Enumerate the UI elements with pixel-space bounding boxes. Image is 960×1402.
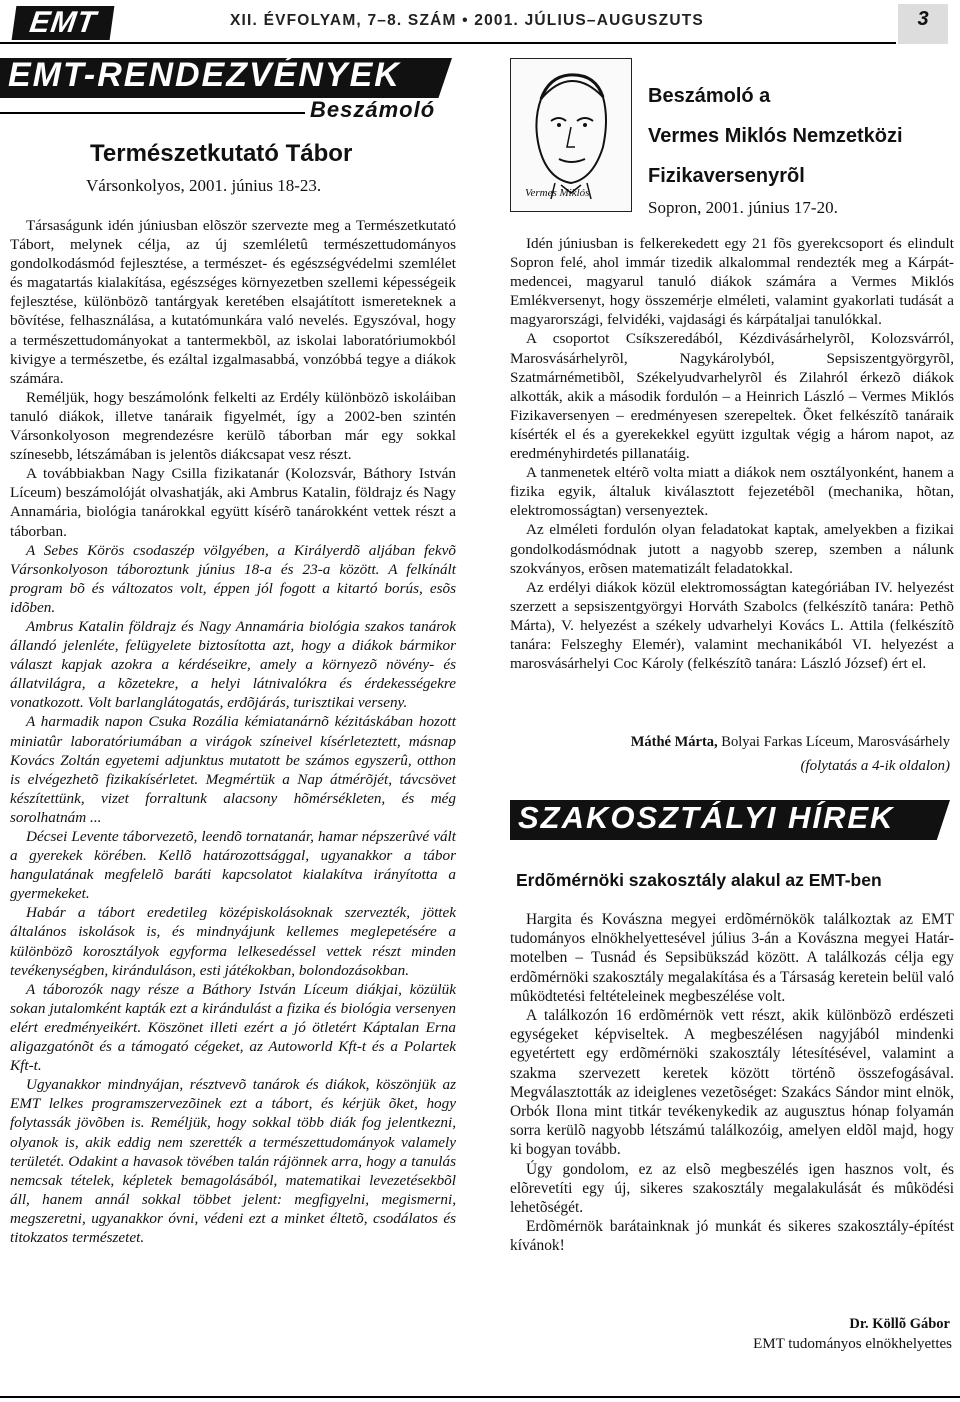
second-article-body: [510, 910, 954, 1256]
paragraph: A tanmenetek eltérõ volta miatt a diákok nem osztályonként, hanem a fizika egyik, általuk kiválasztott fejezetébõl (mechanika, hõtan, elektromosságtan) versenyeztek.: [510, 464, 954, 520]
second-article-title: Erdõmérnöki szakosztály alakul az EMT-ben: [516, 870, 882, 890]
article-body: [10, 216, 456, 1247]
footer-rule: [0, 1396, 960, 1398]
paragraph: Az elméleti fordulón olyan feladatokat kaptak, amelyekben a fizikai gondolkodásmódnak jutott a nagyobb szerep, szemben a nálunk szokványos, erõsen matematizált feladatokkal.: [510, 521, 954, 577]
paragraph: Ambrus Katalin földrajz és Nagy Annamária biológia szakos tanárok állandó jelenléte, felügyelete biztosította azt, hogy a diákok bármikor választ kapjak azokra a kérdéseikre, amely a környezõ növény- és állatvilágra, a kõzetekre, a helyi látnivalókra és érdekességekre vonatkozott. Volt barlanglátogatás, erdõjárás, turisztikai verseny.: [10, 617, 456, 712]
section-banner-2-text: SZAKOSZTÁLYI HÍREK: [518, 800, 895, 835]
paragraph: Reméljük, hogy beszámolónk felkelti az Erdély különbözõ iskoláiban tanuló diákok, illetve tanáraik figyelmét, így a 2002-ben szintén Vársonkolyoson megrendezésre kerülõ táborban már egy sokkal színesebb, létszámában is jelentõs diákcsapat vesz részt.: [10, 388, 456, 464]
issue-line: XII. ÉVFOLYAM, 7–8. SZÁM • 2001. JÚLIUS–AUGUSZUTS: [230, 12, 704, 29]
kicker: Beszámoló: [310, 97, 436, 122]
author-affiliation: Bolyai Farkas Líceum, Marosvásárhely: [717, 734, 950, 750]
title-line: Beszámoló a: [648, 85, 771, 107]
header-rule: [0, 42, 896, 44]
paragraph: Úgy gondolom, ez az elsõ megbeszélés igen hasznos volt, és elõrevetíti egy új, sikeres szakosztály megalakulását és mûködési lehetõségét.: [510, 1160, 954, 1217]
paragraph: Habár a tábort eredetileg középiskolásoknak szervezték, jöttek általános iskolások is, és mindnyájunk kellemes meglepetésére a különbözõ korosztályok egyforma lelkesedéssel vettek részt minden tevékenységben, kiránduláson, esti játékokban, bolondozásokban.: [10, 904, 456, 979]
continued-note: (folytatás a 4-ik oldalon): [800, 758, 950, 774]
portrait-drawing: [510, 58, 632, 212]
paragraph: Hargita és Kovászna megyei erdõmérnökök találkoztak az EMT tudományos elnökhelyettesével július 3-án a Kovászna megyei Határ-motelben – Tusnád és Sepsibükszád között. A találkozás célja egy erdõmérnöki szakosztály megalakítása és a Társaság keretein belül való mûködtetési feltételeinek megbeszélése volt.: [510, 911, 954, 1005]
paragraph: A Sebes Körös csodaszép völgyében, a Királyerdõ aljában fekvõ Vársonkolyoson táboroztunk június 18-a és 23-a között. A felkínált program bõ és változatos volt, éppen jól fogott a kitartó borús, esõs idõben.: [10, 541, 456, 616]
paragraph: A csoportot Csíkszeredából, Kézdivásárhelyrõl, Kolozsvárról, Marosvásárhelyrõl, Nagykárolyból, Sepsiszentgyörgyrõl, Szatmárnémetibõl, Székelyudvarhelyrõl és Zilahról érkezõ diákok alkották, akik a második fordulón – a Heinrich László – Vermes Miklós Fizikaversenyen – eredményesen szerepeltek. Õket felkészítõ tanáraik kísérték el és a gyerekekkel együtt izgultak végig a három napot, az eredményhirdetés pillanatáig.: [510, 330, 954, 463]
second-author-name: Dr. Köllõ Gábor: [849, 1316, 950, 1332]
paragraph: A harmadik napon Csuka Rozália kémiatanárnõ kézitáskában hozott miniatûr laboratóriumában a virágok színeivel kísérleteztett, másnap Kovács Zoltán egyetemi adjunktus mutatott be számos egyszerû, otthon is elvégezhetõ fizikakísérletet. Megmértük a Nap átmérõjét, távcsövet készítettünk, vizet forraltunk alacsony hõmérsékleten, és még sorolhatnám ...: [10, 713, 456, 826]
section-banner-text: EMT-RENDEZVÉNYEK: [8, 56, 401, 94]
right-article-body: [510, 234, 954, 673]
paragraph: A továbbiakban Nagy Csilla fizikatanár (Kolozsvár, Báthory István Líceum) beszámolóját olvashatják, aki Ambrus Katalin, földrajz és Nagy Annamária, biológia tanárokkal együtt kísérõ tanárokként vettek részt a táborban.: [10, 465, 456, 540]
author-signature: [510, 734, 950, 751]
paragraph: Décsei Levente táborvezetõ, leendõ tornatanár, hamar népszerûvé vált a gyerekek körében. Kellõ határozottsággal, ugyanakkor a tábor hangulatának megfelelõ baráti kapcsolatot kialakítva irányította a gyermekeket.: [10, 828, 456, 903]
title-line: Fizikaversenyrõl: [648, 165, 805, 187]
paragraph: Erdõmérnök barátainknak jó munkát és sikeres szakosztály-építést kívánok!: [510, 1218, 954, 1255]
page-number: 3: [917, 8, 929, 30]
author-name: Máthé Márta,: [630, 734, 718, 750]
portrait-signature: Vermes Miklós: [525, 187, 590, 199]
paragraph: Társaságunk idén júniusban elõször szervezte meg a Természetkutató Tábort, melynek célja, az új szemléletû természettudományos gondolkodásmód fejlesztése, a természet- és egészségvédelmi szemlélet és magatartás kialakítása, egészséges környezetben szellemi képességeik fejlesztése, különbözõ tantárgyak keretében elsajátított ismereteknek a bõvítése, felhasználása, a kutatómunkára való nevelés. Egyszóval, hogy a természettudományokat a tantermekbõl, az iskolai laboratóriumokból kivigye a természetbe, és ezáltal izgalmasabbá, vonzóbbá tegye a diákok számára.: [10, 217, 456, 387]
article-title: Természetkutató Tábor: [90, 140, 353, 167]
paragraph: A találkozón 16 erdõmérnök vett részt, akik különbözõ erdészeti egységeket képviseltek. A megbeszélésen nagyjából mindenki egyetértett egy erdõmérnöki szakosztály létesítésével, valamint a szakma szervezett keretek között történõ összefogásával. Megválasztották az ideiglenes vezetõséget: Szakács Sándor mint elnök, Orbók Ilona mint titkár tevékenykedik az augusztus hónap folyamán sorra kerülõ nagyobb létszámú találkozóig, amelyen eldõl majd, hogy ki bogyan tovább.: [510, 1007, 954, 1159]
title-line: Vermes Miklós Nemzetközi: [648, 125, 903, 147]
article-subtitle: Vársonkolyos, 2001. június 18-23.: [86, 176, 322, 195]
right-article-subtitle: Sopron, 2001. június 17-20.: [648, 198, 838, 217]
paragraph: Idén júniusban is felkerekedett egy 21 fõs gyerekcsoport és elindult Sopron felé, ahol immár tizedik alkalommal rendezték meg a Kárpát-medencei, magyarul tanuló diákok számára a Vermes Miklós Emlékversenyt, hogy összemérje elméleti, valamint gyakorlati tudását a magyarországi, felvidéki, vajdasági és kárpátaljai tanulókkal.: [510, 235, 954, 329]
emt-logo: EMT: [12, 6, 115, 40]
paragraph: A táborozók nagy része a Báthory István Líceum diákjai, közülük sokan jutalomként kapták ezt a kirándulást a fizika és biológia versenyen elért eredményeikért. Köszönet illeti ezért a jó ötletért Káptalan Erna aligazgatónõt és a támogató cégeket, az Autoworld Kft-t és a Polartek Kft-t.: [10, 980, 456, 1075]
kicker-rule: [0, 112, 305, 114]
paragraph: Ugyanakkor mindnyájan, résztvevõ tanárok és diákok, köszönjük az EMT lelkes programszervezõinek ezt a tábort, és kérjük õket, hogy folytassák jövõben is. Reméljük, hogy sokkal több diák fog jelentkezni, olyanok is, akik eddig nem szerették a természettudományok valamely területét. Odakint a havasok tövében talán rájönnek arra, hogy a tanulás nemcsak tételek, képletek bemagolásából, matematikai levezetésekbõl áll, hanem annál sokkal többet jelent: megfigyelni, megismerni, megszeretni, ugyanakkor óvni, védeni ezt a minket éltetõ, csodálatos és titokzatos természetet.: [10, 1076, 456, 1246]
second-author-role: EMT tudományos elnökhelyettes: [753, 1336, 952, 1352]
paragraph: Az erdélyi diákok közül elektromosságtan kategóriában IV. helyezést szerzett a sepsiszentgyörgyi Horváth Szabolcs (felkészítõ tanára: Pethõ Márta), V. helyezést a székely udvarhelyi Kovács L. Attila (felkészítõ tanára: Felszeghy Elemér), valamint mechanikából VI. helyezést a marosvásárhelyi Coc Károly (felkészítõ tanára: László József) ért el.: [510, 578, 954, 673]
right-article-title: [648, 76, 958, 196]
